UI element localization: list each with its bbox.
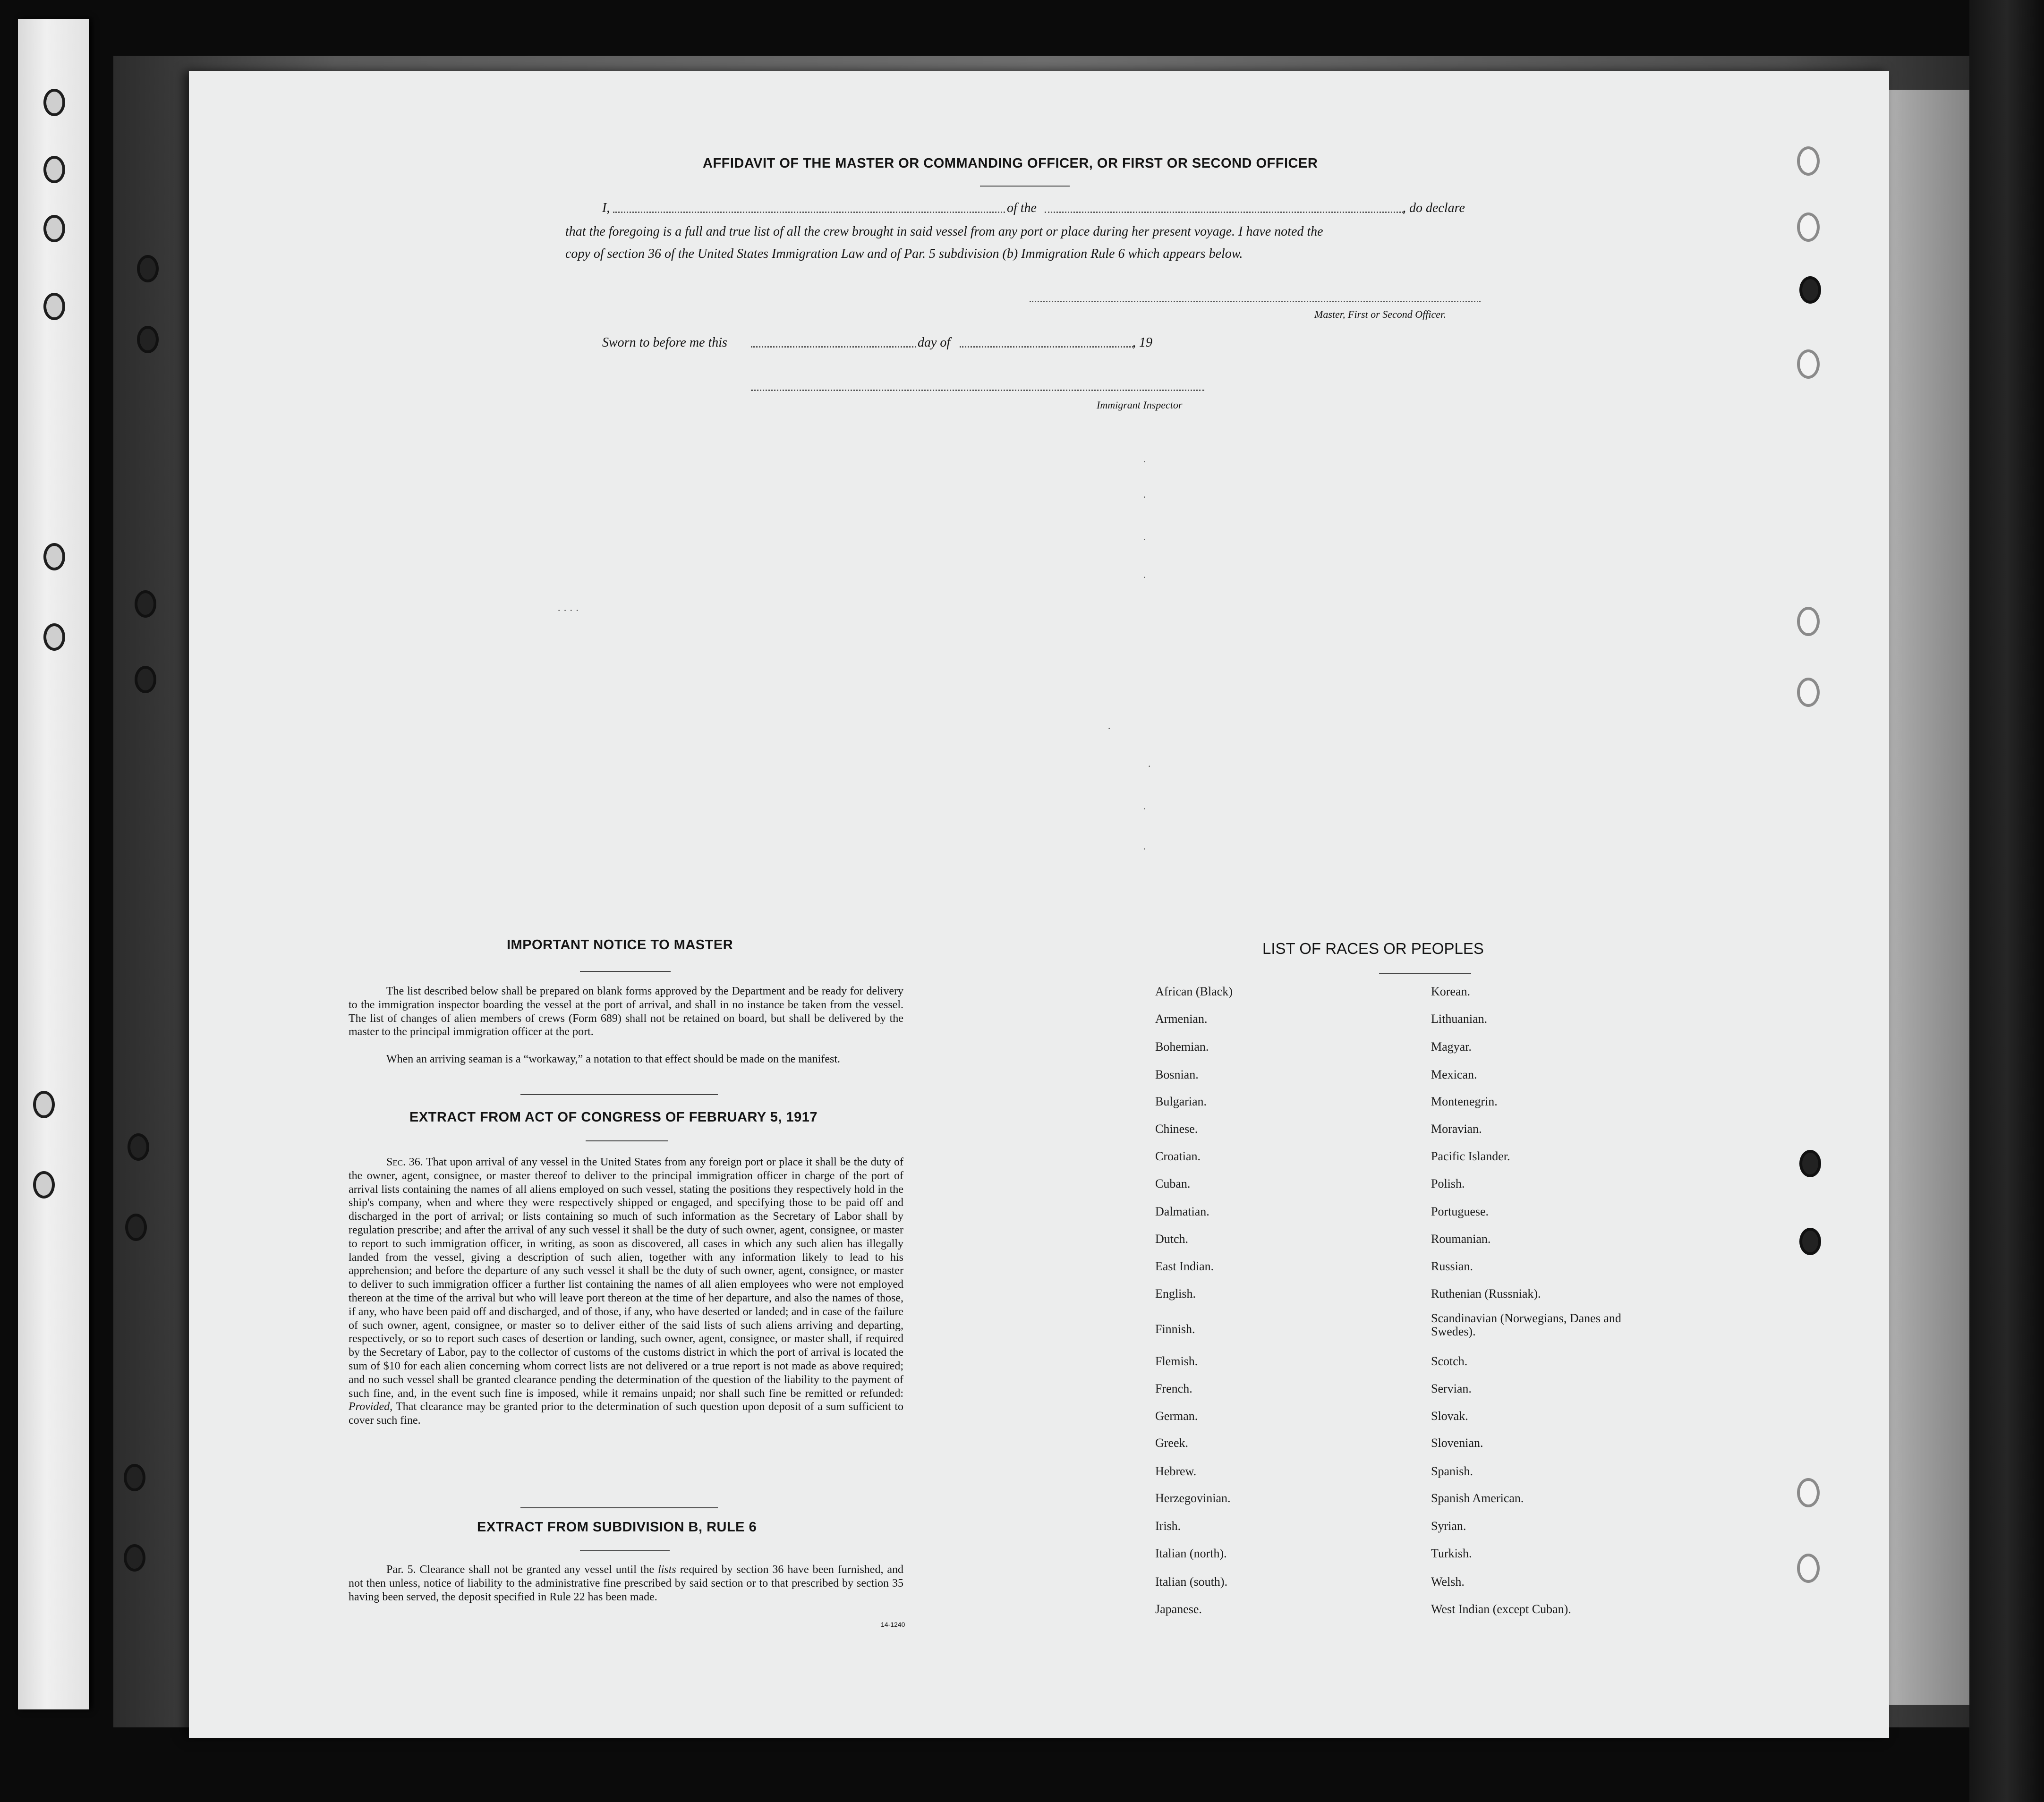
- affidavit-of-the: of the: [1007, 201, 1037, 215]
- affidavit-declare: , do declare: [1403, 201, 1465, 215]
- binder-hole-icon: [1797, 607, 1820, 636]
- section-36-body-end: That clearance may be granted prior to the determination of such question upon deposit of a sum sufficient to cover such fine.: [349, 1401, 903, 1427]
- section-36-text: [349, 1156, 903, 1428]
- page-speck: · · · ·: [557, 604, 579, 616]
- race-item: Italian (north).: [1155, 1547, 1227, 1560]
- race-item: Greek.: [1155, 1436, 1189, 1450]
- binder-hole-icon: [33, 1091, 55, 1118]
- rule-6-text: [349, 1563, 903, 1604]
- sworn-text: Sworn to before me this: [602, 335, 727, 350]
- race-item: French.: [1155, 1382, 1192, 1395]
- race-item: Ruthenian (Russniak).: [1431, 1287, 1541, 1300]
- race-item: Roumanian.: [1431, 1232, 1491, 1246]
- master-signature-field[interactable]: [1030, 301, 1481, 302]
- page-speck: ·: [1143, 843, 1147, 855]
- race-item: African (Black): [1155, 985, 1233, 998]
- race-item: East Indian.: [1155, 1259, 1214, 1273]
- race-item: Servian.: [1431, 1382, 1472, 1395]
- sworn-day-field[interactable]: [751, 346, 916, 348]
- vessel-name-field[interactable]: [1045, 212, 1404, 213]
- affidavit-title: AFFIDAVIT OF THE MASTER OR COMMANDING OFFICER, OR FIRST OR SECOND OFFICER: [703, 156, 1318, 171]
- binder-hole-icon: [43, 156, 65, 183]
- extract-rule-top-divider: [520, 1507, 718, 1508]
- race-item: Croatian.: [1155, 1149, 1201, 1163]
- race-item: Irish.: [1155, 1519, 1181, 1533]
- race-item: Montenegrin.: [1431, 1095, 1498, 1108]
- race-item: Scandinavian (Norwegians, Danes and Swedes).: [1431, 1311, 1621, 1338]
- race-item: West Indian (except Cuban).: [1431, 1602, 1571, 1616]
- binder-hole-icon: [137, 326, 159, 353]
- race-item: Slovak.: [1431, 1409, 1468, 1423]
- binder-hole-icon: [43, 293, 65, 320]
- binder-hole-icon: [1799, 276, 1821, 304]
- race-item: Japanese.: [1155, 1602, 1202, 1616]
- race-item: Russian.: [1431, 1259, 1473, 1273]
- binder-hole-icon: [1797, 349, 1820, 379]
- section-36-provided: Provided,: [349, 1401, 393, 1413]
- race-item: Chinese.: [1155, 1122, 1198, 1136]
- notice-paragraph-1: The list described below shall be prepared on blank forms approved by the Department and be ready for delivery to the immigration inspector boarding the vessel at the port of arrival, and shall in no instance be taken from the vessel. The list of changes of alien members of crews (Form 689) shall not be retained on board, but shall be delivered by the master to the principal immigration officer at the port.: [349, 985, 903, 1038]
- inspector-label: Immigrant Inspector: [1097, 399, 1183, 411]
- rule-6-body: Par. 5. Clearance shall not be granted any vessel until the: [386, 1564, 655, 1576]
- race-item: Bohemian.: [1155, 1040, 1209, 1054]
- race-item: Moravian.: [1431, 1122, 1482, 1136]
- race-item: Turkish.: [1431, 1547, 1472, 1560]
- page-speck: ·: [1143, 456, 1147, 468]
- rule-6-lists: lists: [658, 1564, 676, 1576]
- race-item: Cuban.: [1155, 1177, 1191, 1190]
- affidavit-line-3: copy of section 36 of the United States Immigration Law and of Par. 5 subdivision (b) Immigration Rule 6 which appears below.: [565, 246, 1243, 261]
- scanner-border: [1969, 0, 2044, 1802]
- race-item: Armenian.: [1155, 1012, 1208, 1026]
- binder-hole-icon: [1797, 212, 1820, 242]
- race-item: Flemish.: [1155, 1354, 1198, 1368]
- year-text: , 19: [1133, 335, 1152, 350]
- race-item: Polish.: [1431, 1177, 1465, 1190]
- race-item: Dalmatian.: [1155, 1205, 1209, 1218]
- page-speck: ·: [1143, 534, 1147, 545]
- notice-paragraph-2: When an arriving seaman is a “workaway,” a notation to that effect should be made on the manifest.: [386, 1053, 840, 1065]
- extract-act-title: EXTRACT FROM ACT OF CONGRESS OF FEBRUARY 5, 1917: [409, 1110, 818, 1125]
- race-item: Dutch.: [1155, 1232, 1189, 1246]
- binder-hole-icon: [1797, 678, 1820, 707]
- binder-hole-icon: [137, 255, 159, 282]
- races-title: LIST OF RACES OR PEOPLES: [1262, 940, 1484, 957]
- race-item: Finnish.: [1155, 1322, 1195, 1336]
- day-of-text: day of: [918, 335, 951, 350]
- binder-hole-icon: [124, 1544, 145, 1572]
- race-item: Spanish.: [1431, 1464, 1473, 1478]
- binder-hole-icon: [1797, 146, 1820, 176]
- inspector-signature-field[interactable]: [751, 390, 1204, 391]
- binder-hole-icon: [135, 590, 156, 618]
- binder-hole-icon: [43, 89, 65, 116]
- rule-6-body-end: required by section 36 have been furnished, and not then unless, notice of liability to the administrative fine prescribed by said section or to that prescribed by section 35 having been served, the deposit specified in Rule 22 has been made.: [349, 1564, 904, 1603]
- race-item: Welsh.: [1431, 1575, 1465, 1589]
- sworn-month-field[interactable]: [960, 346, 1133, 348]
- notice-divider: [580, 971, 671, 972]
- race-item: Mexican.: [1431, 1068, 1477, 1081]
- extract-rule-divider: [580, 1550, 670, 1551]
- binder-hole-icon: [125, 1214, 147, 1241]
- binder-hole-icon: [124, 1464, 145, 1491]
- page-speck: ·: [1143, 803, 1147, 815]
- race-item: English.: [1155, 1287, 1196, 1300]
- extract-rule-title: EXTRACT FROM SUBDIVISION B, RULE 6: [477, 1520, 757, 1535]
- race-item: Syrian.: [1431, 1519, 1466, 1533]
- binder-hole-icon: [128, 1133, 149, 1161]
- page-speck: ·: [1148, 760, 1151, 772]
- races-divider: [1379, 973, 1471, 974]
- page-speck: ·: [1107, 722, 1111, 734]
- race-item: Korean.: [1431, 985, 1471, 998]
- race-item: Herzegovinian.: [1155, 1491, 1231, 1505]
- race-item: Lithuanian.: [1431, 1012, 1488, 1026]
- section-36-body: That upon arrival of any vessel in the United States from any foreign port or place it shall be the duty of the owner, agent, consignee, or master thereof to deliver to the principal immigration officer in charge of the port of arrival lists containing the names of all aliens employed on such vessel, stating the positions they respectively hold in the ship's company, when and where they were respectively shipped or engaged, and specifying those to be paid off and discharged in the port of arrival; or lists containing so much of such information as the Secretary of Labor shall by regulation prescribe; and after the arrival of any such vessel it shall be the duty of such owner, agent, consignee, or master to report to such immigration officer, in writing, as soon as discovered, all cases in which any such alien has illegally landed from the vessel, giving a description of such alien, together with any information likely to lead to his apprehension; and before the departure of any such vessel it shall be the duty of such owner, agent, consignee, or master to deliver to such immigration officer a further list containing the names of all alien employees who were not employed thereon at the time of the arrival but who will leave port thereon at the time of her departure, and also the names of those, if any, who have been paid off and discharged, and of those, if any, who have deserted or landed; and in case of the failure of such owner, agent, consignee, or master so to deliver either of the said lists of such aliens arriving and departing, respectively, or so to report such cases of desertion or landing, such owner, agent, consignee, or master shall, if required by the Secretary of Labor, pay to the collector of customs of the customs district in which the port of arrival is located the sum of $10 for each alien concerning whom correct lists are not delivered or a true report is not made as above required; and no such vessel shall be granted clearance pending the determination of the question of the liability to the payment of such fine, and, in the event such fine is imposed, while it remains unpaid; nor shall such fine be remitted or refunded:: [349, 1156, 903, 1400]
- binder-hole-icon: [1799, 1228, 1821, 1255]
- extract-act-divider: [586, 1140, 668, 1141]
- affidavit-line-2: that the foregoing is a full and true list of all the crew brought in said vessel from any port or place during her present voyage. I have noted the: [565, 224, 1323, 239]
- race-item: Italian (south).: [1155, 1575, 1228, 1589]
- notice-section-divider: [520, 1094, 718, 1095]
- page-speck: ·: [1143, 571, 1147, 583]
- race-item: Bosnian.: [1155, 1068, 1199, 1081]
- race-item: Spanish American.: [1431, 1491, 1524, 1505]
- binder-strip: [18, 19, 89, 1709]
- race-item: Magyar.: [1431, 1040, 1472, 1054]
- affidavit-i: I,: [602, 201, 610, 215]
- title-divider: [980, 186, 1070, 187]
- officer-name-field[interactable]: [613, 212, 1005, 213]
- binder-hole-icon: [1799, 1150, 1821, 1177]
- binder-hole-icon: [33, 1171, 55, 1198]
- binder-hole-icon: [1797, 1478, 1820, 1507]
- race-item: German.: [1155, 1409, 1198, 1423]
- notice-title: IMPORTANT NOTICE TO MASTER: [507, 937, 733, 952]
- page-speck: ·: [1143, 491, 1147, 503]
- race-item: Slovenian.: [1431, 1436, 1483, 1450]
- binder-hole-icon: [135, 666, 156, 693]
- binder-hole-icon: [43, 215, 65, 242]
- binder-hole-icon: [1797, 1554, 1820, 1583]
- race-item: Bulgarian.: [1155, 1095, 1207, 1108]
- race-item: Hebrew.: [1155, 1464, 1197, 1478]
- master-signature-label: Master, First or Second Officer.: [1314, 308, 1446, 320]
- race-item: Scotch.: [1431, 1354, 1468, 1368]
- race-item: Pacific Islander.: [1431, 1149, 1510, 1163]
- binder-hole-icon: [43, 623, 65, 651]
- manifest-page: [189, 71, 1889, 1738]
- section-36-label: Sec. 36.: [386, 1156, 423, 1168]
- race-item: Portuguese.: [1431, 1205, 1489, 1218]
- binder-hole-icon: [43, 543, 65, 570]
- form-number: 14-1240: [881, 1621, 905, 1628]
